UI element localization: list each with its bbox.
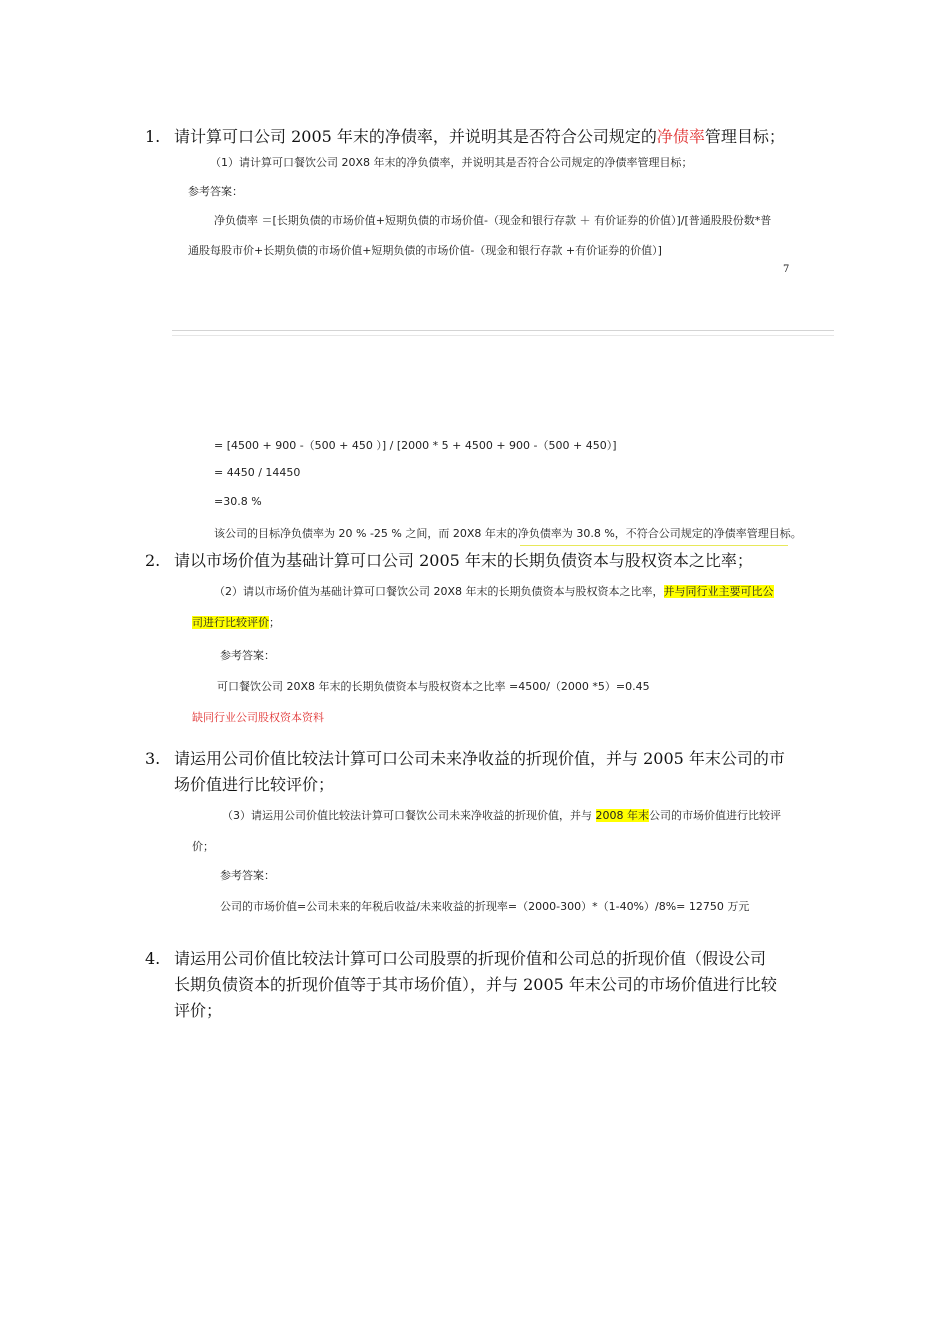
page-number: 7 (783, 264, 790, 275)
question-text: 请以市场价值为基础计算可口公司 2005 年末的长期负债资本与股权资本之比率； (174, 551, 753, 570)
question-number: 4. (145, 949, 161, 968)
highlighted-text: 2008 年末 (595, 809, 649, 822)
reference-answer-label: 参考答案： (220, 649, 275, 662)
reference-answer-label: 参考答案： (188, 185, 243, 198)
page-divider (172, 335, 834, 336)
question-text-part: 管理目标； (704, 127, 785, 146)
answer: 公司的市场价值=公司未来的年税后收益/未来收益的折现率=（2000-300）*（1-40%）/8%= 12750 万元 (220, 900, 750, 913)
question-4-line-2: 长期负债资本的折现价值等于其市场价值），并与 2005 年末公司的市场价值进行比较 (174, 975, 777, 994)
conclusion: 该公司的目标净负债率为 20 % -25 % 之间，而 20X8 年末的净负债率为 30.8 %，不符合公司规定的净债率管理目标。 (214, 527, 802, 540)
question-number: 2. (145, 551, 161, 570)
note: 缺同行业公司股权资本资料 (192, 711, 324, 724)
highlighted-text: 司进行比较评价 (192, 616, 269, 629)
calc-line-1: = [4500 + 900 -（500 + 450 ）] / [2000 * 5 + 4500 + 900 -（500 + 450）] (214, 439, 617, 452)
sub-question-2 (214, 583, 774, 599)
highlighted-text: 并与同行业主要可比公 (663, 585, 774, 598)
question-4-line-3: 评价； (174, 1001, 223, 1020)
question-text-part: 请计算可口公司 2005 年末的净债率，并说明其是否符合公司规定的 (174, 127, 657, 146)
sub-question-text: 公司的市场价值进行比较评 (649, 809, 781, 822)
question-3-line-2: 场价值进行比较评价； (174, 775, 335, 794)
answer: 可口餐饮公司 20X8 年末的长期负债资本与股权资本之比率 =4500/（2000 *5）=0.45 (217, 680, 650, 693)
sub-question-1: （1）请计算可口餐饮公司 20X8 年末的净负债率，并说明其是否符合公司规定的净债率管理目标； (210, 156, 693, 169)
formula-line-1: 净负债率 ＝[长期负债的市场价值+短期负债的市场价值-（现金和银行存款 ＋ 有价证券的价值）]/[普通股股份数*普 (214, 214, 772, 227)
underline (520, 545, 788, 546)
sub-question-text: （3）请运用公司价值比较法计算可口餐饮公司未来净收益的折现价值，并与 (222, 809, 592, 822)
calc-line-3: =30.8 % (214, 495, 262, 508)
question-number: 1. (145, 127, 161, 146)
highlighted-term: 净债率 (656, 127, 705, 146)
sub-question-text: ； (269, 616, 280, 629)
question-number: 3. (145, 749, 161, 768)
question-text: 请运用公司价值比较法计算可口公司未来净收益的折现价值，并与 2005 年末公司的市 (174, 749, 785, 768)
sub-question-text: （2）请以市场价值为基础计算可口餐饮公司 20X8 年末的长期负债资本与股权资本之比率， (214, 585, 664, 598)
question-text: 请运用公司价值比较法计算可口公司股票的折现价值和公司总的折现价值（假设公司 (174, 949, 767, 968)
formula-line-2: 通股每股市价+长期负债的市场价值+短期负债的市场价值-（现金和银行存款 +有价证券的价值）] (188, 244, 662, 257)
page-divider (172, 330, 834, 331)
question-text (174, 124, 814, 150)
calc-line-2: = 4450 / 14450 (214, 466, 301, 479)
sub-question-3-cont: 价； (192, 840, 214, 853)
reference-answer-label: 参考答案： (220, 869, 275, 882)
sub-question-2-cont (192, 614, 280, 630)
sub-question-3 (222, 807, 781, 823)
